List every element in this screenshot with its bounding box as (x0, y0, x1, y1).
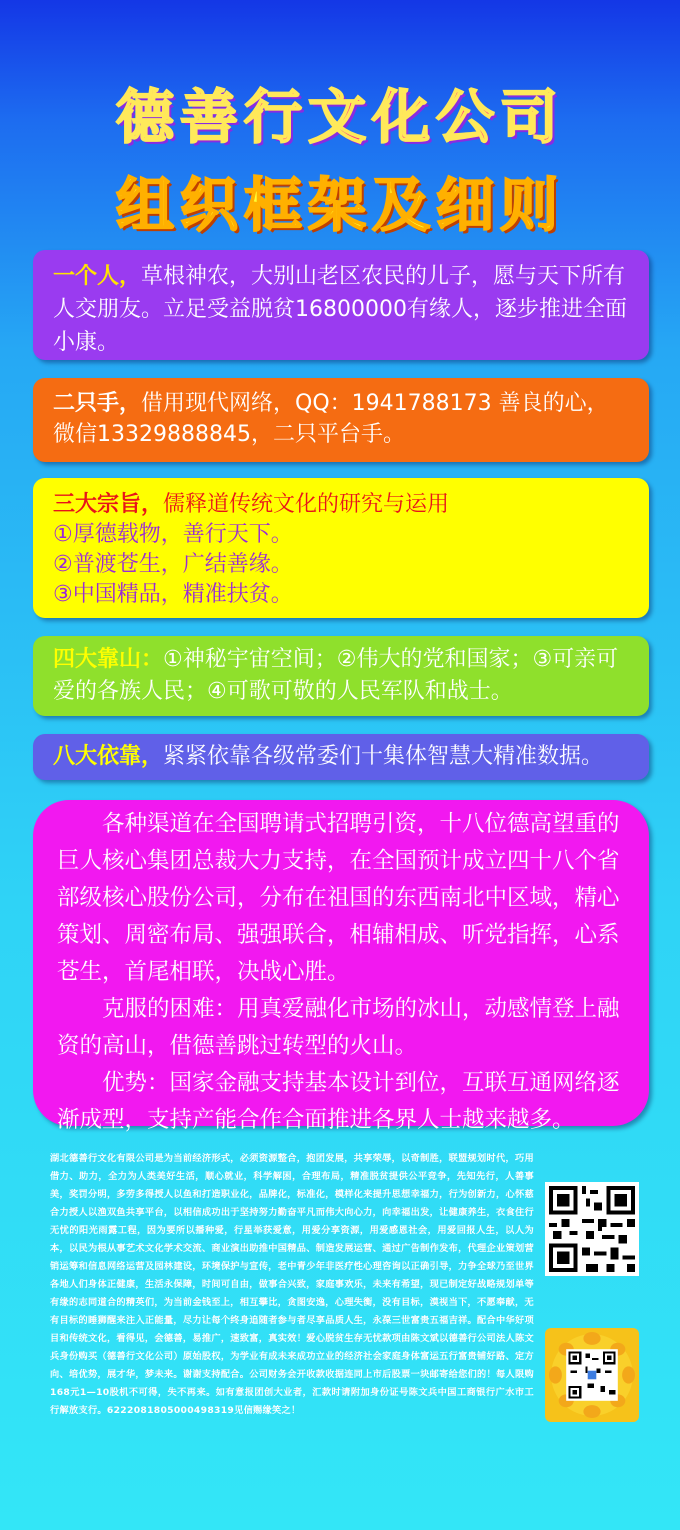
box-one-person (33, 250, 649, 360)
box-one-text: 草根神农，大别山老区农民的儿子，愿与天下所有人交朋友。立足受益脱贫16800000有缘人，逐步推进全面小康。 (53, 264, 627, 355)
tenet-item: ①厚德载物，善行天下。 (53, 522, 293, 547)
box-five-key: 八大依靠， (53, 744, 164, 769)
sunflower-qr-code-icon (545, 1328, 639, 1422)
details-paragraph-2: 克服的困难：用真爱融化市场的冰山，动感情登上融资的高山，借德善跳过转型的火山。 (57, 996, 620, 1059)
box-two-key: 二只手， (53, 391, 142, 416)
page-title: 德善行文化公司 (115, 83, 564, 151)
box-eight-reliances (33, 734, 649, 780)
box-four-supports (33, 636, 649, 716)
tenet-item: ②普渡苍生，广结善缘。 (53, 552, 293, 577)
box-one-key: 一个人， (53, 264, 142, 289)
tenet-item: ③中国精品，精准扶贫。 (53, 582, 293, 607)
box-details (33, 800, 649, 1133)
page-subtitle: 组织框架及细则 (115, 171, 564, 239)
details-paragraph-3: 优势：国家金融支持基本设计到位，互联互通网络逐渐成型，支持产能合作合面推进各界人士越来越多。 (57, 1070, 620, 1133)
box-two-hands (33, 378, 649, 462)
box-three-tenets (33, 478, 649, 618)
box-four-text: ①神秘宇宙空间；②伟大的党和国家；③可亲可爱的各族人民；④可歌可敬的人民军队和战士。 (53, 647, 619, 704)
box-five-text: 紧紧依靠各级常委们十集体智慧大精准数据。 (163, 744, 604, 769)
box-two-text: 借用现代网络，QQ：1941788173 善良的心，微信13329888845，二只平台手。 (53, 391, 609, 447)
box-three-key: 三大宗旨， (53, 492, 164, 517)
details-paragraph-1: 各种渠道在全国聘请式招聘引资，十八位德高望重的巨人核心集团总裁大力支持，在全国预计成立四十八个省部级核心股份公司，分布在祖国的东西南北中区域，精心策划、周密布局、强强联合，相辅相成、听党指挥，心系苍生，首尾相联，决战心胜。 (57, 811, 620, 985)
qr-code-icon (545, 1182, 639, 1276)
fine-print: 湖北德善行文化有限公司是为当前经济形式，必须资源整合，抱团发展，共享荣辱，以奇制胜，联盟规划时代，巧用借力、助力，全力为人类美好生活，顺心就业，科学解困，合理布局，精准脱贫提供公平竞争，先知先行，人善事美，奖罚分明，多劳多得授人以鱼和打造职业化，品牌化，标准化，模样化来提升思想幸福力，行为创新力，心怀慈合力授人以渔双鱼共享平台，以相信成功出于坚持努力勤奋平凡而伟大向心力，向幸福出发，让健康养生，衣食住行无忧的阳光雨露工程，因为要所以播种爱，行星举获爱意，用爱分享资源，用爱感恩社会，用爱回报人生，以人为本，以民为根从事艺术文化学术交流、商业演出助推中国精品、制造发展运营、通过广告制作发布，代理企业策划营销运筹和信息网络运营及园林建设，环境保护与宣传，老中青少年非医疗性心理咨询以正确引导，力争全球乃至世界各地人们身体正健康，生活永保障，时间可自由，做事合兴致，家庭事欢乐，未来有希望，现已制定好战略规划单等有缘的志同道合的精英们，为当前金钱至上，相互攀比，贪图安逸，心理失衡，没有目标，漠视当下，不愿奉献，无有目标的睡狮醒来注入正能量，尽力让每个终身追随者参与者尽享品质人生，永葆三世富贵五福吉祥。配合中华好项目和传统文化，看得见，会德善，易推广，速致富，真实效！爱心脱贫生存无忧款项由陈文斌以德善行公司法人陈文兵身份购买（德善行文化公司）原始股权，为学业有成未来成功立业的经济社会家庭身体富运五行富贵铺好路、定方向、培优势，展才华，梦未来。谢谢支持配合。公司财务会开收款收据连同上市后股票一块邮寄给您们的！每人限购168元1—10股机不可得，失不再来。如有意报团创大业者，汇款时请附加身份证号陈文兵中国工商银行广水市工行解放支行。6222081805000498319见信赐缘笑之！ (50, 1153, 534, 1416)
box-three-lead: 儒释道传统文化的研究与运用 (163, 492, 450, 517)
box-four-key: 四大靠山： (53, 647, 164, 672)
